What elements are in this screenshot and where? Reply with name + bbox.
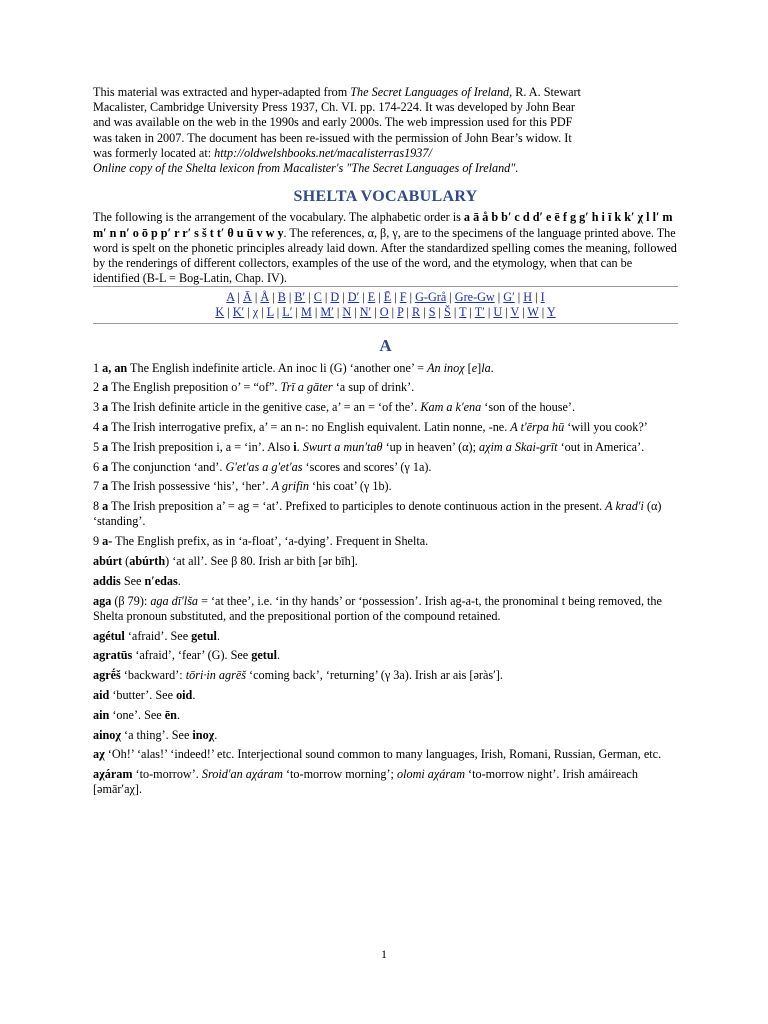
alphabet-link[interactable]: R — [412, 305, 421, 320]
nav-separator: | — [391, 290, 400, 305]
entry-headword: n′edas — [144, 573, 178, 588]
entry-text: 5 — [93, 439, 103, 454]
source-note-text: This material was extracted and hyper-adapted from — [93, 85, 351, 99]
alphabet-link[interactable]: χ — [252, 305, 259, 320]
vocabulary-entry — [93, 708, 678, 723]
entry-headword: aga — [93, 593, 112, 608]
entry-headword: aid — [93, 688, 110, 702]
entry-text: = ‘at thee’, i.e. ‘in thy hands’ or ‘possession’. Irish ag-a-t, the pronominal t being removed, the Shelta pronoun substituted, and the prepositional portion of the compound retained. — [93, 593, 662, 623]
alphabet-link[interactable]: A — [226, 290, 235, 305]
alphabet-link[interactable]: T — [459, 305, 467, 320]
nav-separator: | — [333, 305, 343, 320]
vocabulary-entry — [93, 400, 678, 415]
entry-example: aga dī′lša — [150, 593, 199, 608]
vocabulary-entry — [93, 534, 678, 549]
entry-example: G′et′as a g′et′as — [225, 459, 303, 474]
entry-text: . — [177, 573, 181, 588]
alphabet-link[interactable]: G-Grå — [415, 290, 447, 305]
entry-headword: a — [102, 420, 109, 435]
entry-text: . — [216, 628, 220, 643]
entry-headword: addis — [93, 573, 121, 588]
entry-text: The Irish definite article in the genitive case, a’ = an = ‘of the’. — [108, 400, 421, 415]
alphabet-link[interactable]: S — [428, 305, 436, 320]
entry-text: ‘out in America’. — [557, 439, 645, 454]
alphabet-order-part-2: h i ī k k′ χ l l′ m m′ n n′ o ō p p′ r r′ s š t t′ θ u ū v w y — [93, 210, 673, 240]
entry-text: 9 — [93, 534, 103, 549]
entry-headword: i — [293, 439, 297, 454]
nav-separator: | — [371, 305, 380, 320]
entry-headword: a- — [102, 534, 113, 549]
source-note-line — [93, 100, 678, 115]
entry-text: (α) ‘standing’. — [93, 499, 662, 529]
vocabulary-entry — [93, 554, 678, 569]
entry-headword: a, an — [102, 360, 128, 375]
alphabet-link[interactable]: W — [527, 305, 539, 320]
alphabet-link[interactable]: U — [493, 305, 503, 320]
nav-separator: | — [292, 305, 301, 320]
alphabet-link[interactable]: L′ — [282, 305, 293, 320]
entry-text: ‘scores and scores’ (γ 1a). — [302, 459, 432, 474]
nav-separator: | — [273, 305, 283, 320]
entry-headword: agrḗš — [93, 668, 121, 683]
source-note — [93, 85, 678, 176]
page-title: SHELTA VOCABULARY — [293, 188, 478, 206]
entry-text: . — [176, 707, 180, 722]
alphabet-link[interactable]: L — [266, 305, 274, 320]
entry-text: ‘a sup of drink’. — [332, 380, 415, 395]
nav-separator: | — [466, 305, 475, 320]
alphabet-link[interactable]: K — [215, 305, 225, 320]
alphabet-link[interactable]: N — [342, 305, 352, 320]
entry-example: Sroid′an aχáram — [201, 767, 283, 782]
nav-separator: | — [446, 290, 455, 305]
vocabulary-entry — [93, 460, 678, 475]
alphabet-link[interactable]: E — [367, 290, 376, 305]
entry-text: The Irish preposition i, a = ‘in’. Also — [108, 439, 294, 454]
nav-separator: | — [285, 290, 295, 305]
entry-text: ‘to-morrow night’. Irish amáireach [əmār′aχ]. — [93, 767, 638, 797]
entry-headword: inoχ — [192, 727, 215, 742]
alphabet-link[interactable]: C — [313, 290, 322, 305]
source-note-text: , R. A. Stewart — [509, 85, 581, 99]
entry-headword: abúrt — [93, 554, 123, 569]
alphabet-link[interactable]: P — [397, 305, 404, 320]
entry-text: ) ‘at all’. See β 80. Irish ar bith [ər bīh]. — [165, 554, 358, 569]
alphabet-link[interactable]: B — [277, 290, 286, 305]
source-note-text: Macalister, Cambridge University Press 1937, Ch. VI. pp. 174-224. It was developed by John Bear — [93, 100, 575, 115]
entry-example: aχim a Skai-grīt — [479, 439, 558, 454]
alphabet-link[interactable]: F — [399, 290, 407, 305]
entry-text: ‘a thing’. See — [120, 727, 193, 742]
entry-headword: ainoχ — [93, 727, 121, 742]
alphabet-link[interactable]: Š — [444, 305, 451, 320]
vocabulary-entry — [93, 767, 678, 797]
entry-headword: aχ — [93, 747, 105, 762]
alphabet-link[interactable]: D′ — [347, 290, 360, 305]
entry-example: A t′ērpa hū — [510, 420, 565, 435]
entry-headword: getul — [191, 628, 217, 643]
source-note-line — [93, 115, 678, 130]
entry-text: ‘afraid’. See — [124, 628, 192, 643]
entry-headword: aχáram — [93, 767, 133, 782]
nav-separator: | — [339, 290, 348, 305]
alphabet-link[interactable]: Y — [546, 305, 556, 320]
entry-headword: a — [102, 380, 109, 395]
nav-separator: | — [244, 305, 253, 320]
entry-text: ‘one’. See — [109, 707, 165, 722]
entry-text: The English indefinite article. An inoc li (G) ‘another one’ = — [127, 360, 428, 375]
page-number: 1 — [381, 947, 387, 961]
alphabet-link[interactable]: I — [540, 290, 545, 305]
entry-text: . — [192, 688, 196, 702]
entry-text: 1 — [93, 360, 103, 375]
vocabulary-entry — [93, 479, 678, 494]
nav-separator: | — [450, 305, 460, 320]
entry-example: Kam a k′ena — [420, 400, 482, 415]
nav-separator: | — [224, 305, 233, 320]
source-book-title: The Secret Languages of Ireland — [350, 85, 510, 99]
source-note-line — [93, 131, 678, 146]
entry-headword: ēn — [164, 707, 177, 722]
nav-separator: | — [502, 305, 511, 320]
source-note-line — [93, 85, 678, 100]
nav-separator: | — [269, 290, 278, 305]
nav-separator: | — [514, 290, 524, 305]
alphabet-nav-row-2 — [93, 305, 678, 320]
entry-text: . — [277, 648, 281, 663]
alphabet-link[interactable]: K′ — [232, 305, 245, 320]
vocabulary-entry — [93, 629, 678, 644]
entry-example: tōri·in agrēš — [185, 668, 246, 683]
nav-separator: | — [406, 290, 416, 305]
entry-text: The Irish interrogative prefix, a’ = an n-: no English equivalent. Latin nonne, -ne. — [108, 420, 511, 435]
entry-example: e — [471, 360, 478, 375]
entry-example: Swurt a mun′taθ — [302, 439, 383, 454]
alphabet-link[interactable]: Ā — [242, 290, 252, 305]
alphabet-link[interactable]: O — [379, 305, 389, 320]
vocabulary-entry — [93, 361, 678, 376]
entry-headword: a — [102, 400, 109, 415]
entry-text: The conjunction ‘and’. — [108, 459, 226, 474]
entry-text: 6 — [93, 459, 103, 474]
entry-headword: agratūs — [93, 648, 133, 663]
entry-text: 4 — [93, 420, 103, 435]
entry-text: 2 — [93, 380, 103, 395]
nav-separator: | — [532, 290, 541, 305]
entry-example: Trī a gāter — [280, 380, 333, 395]
entry-text: The Irish preposition a’ = ag = ‘at’. Prefixed to participles to denote continuous action in the present. — [108, 499, 606, 514]
entry-text: ‘Oh!’ ‘alas!’ ‘indeed!’ etc. Interjectional sound common to many languages, Irish, Romani, Russian, German, etc. — [104, 747, 662, 762]
entry-headword: a — [102, 479, 109, 494]
alphabet-link[interactable]: M — [300, 305, 312, 320]
entry-text: . — [490, 360, 494, 375]
entry-headword: getul — [251, 648, 277, 663]
entry-example: olomi aχáram — [397, 767, 465, 782]
entry-headword: a — [102, 439, 109, 454]
alphabet-link[interactable]: Ē — [383, 290, 392, 305]
entry-text: ‘up in heaven’ (α); — [382, 439, 480, 454]
vocabulary-entry — [93, 499, 678, 529]
entry-text: ‘afraid’, ‘fear’ (G). See — [132, 648, 252, 663]
nav-separator: | — [435, 305, 445, 320]
entry-text: 8 — [93, 499, 103, 514]
entry-headword: a — [102, 459, 109, 474]
entry-text: . — [214, 727, 218, 742]
entry-text: The English preposition o’ = “of”. — [108, 380, 281, 395]
source-note-text: and was available on the web in the 1990s and early 2000s. The web impression used for this PDF — [93, 115, 573, 130]
entry-text: ‘to-morrow morning’; — [282, 767, 397, 782]
vocabulary-entry — [93, 594, 678, 624]
nav-separator: | — [305, 290, 314, 305]
nav-separator: | — [321, 290, 331, 305]
vocabulary-entry — [93, 728, 678, 743]
entry-text: ‘his coat’ (γ 1b). — [308, 479, 392, 494]
vocabulary-entry — [93, 688, 678, 703]
alphabet-link[interactable]: M′ — [320, 305, 334, 320]
entry-text: See — [120, 573, 145, 588]
entry-headword: oid — [176, 688, 193, 702]
alphabet-link[interactable]: V — [510, 305, 520, 320]
nav-separator: | — [234, 290, 243, 305]
entry-headword: agétul — [93, 628, 125, 643]
nav-separator: | — [420, 305, 429, 320]
alphabet-link[interactable]: G′ — [503, 290, 515, 305]
source-url: http://oldwelshbooks.net/macalisterras1937/ — [214, 145, 432, 160]
nav-separator: | — [375, 290, 384, 305]
nav-separator: | — [311, 305, 321, 320]
vocabulary-entry — [93, 668, 678, 683]
source-note-line — [93, 146, 678, 161]
document-page — [93, 85, 678, 802]
entry-text: 7 — [93, 479, 103, 494]
vocabulary-entry — [93, 380, 678, 395]
entry-text: . — [296, 439, 303, 454]
vocabulary-introduction — [93, 210, 678, 286]
entry-text: ‘butter’. See — [109, 688, 177, 702]
entry-example: A krad′i — [605, 499, 644, 514]
alphabet-order-part-1: a ā å b b′ c d d′ e ē f g g′ — [463, 210, 589, 225]
nav-separator: | — [258, 305, 267, 320]
vocabulary-entry — [93, 420, 678, 435]
entry-text: The Irish possessive ‘his’, ‘her’. — [108, 479, 272, 494]
source-note-text: was taken in 2007. The document has been re-issued with the permission of John Bear’s widow. It — [93, 130, 572, 145]
entry-example: la — [481, 360, 491, 375]
alphabet-link[interactable]: H — [523, 290, 533, 305]
entry-text: [ — [464, 360, 472, 375]
entry-text: ] — [477, 360, 482, 375]
alphabet-link[interactable]: T′ — [474, 305, 485, 320]
nav-separator: | — [251, 290, 261, 305]
nav-separator: | — [403, 305, 412, 320]
nav-separator: | — [494, 290, 504, 305]
entry-text: The English prefix, as in ‘a-float’, ‘a-dying’. Frequent in Shelta. — [112, 534, 429, 549]
entry-text: ‘coming back’, ‘returning’ (γ 3a). Irish ar ais [əràs′]. — [245, 668, 503, 683]
entry-text: 3 — [93, 400, 103, 415]
alphabet-navigation — [93, 287, 678, 323]
alphabet-link[interactable]: Å — [260, 290, 270, 305]
entry-text: ‘will you cook?’ — [564, 420, 648, 435]
alphabet-link[interactable]: Gre-Gw — [454, 290, 495, 305]
entry-example: A grifin — [271, 479, 309, 494]
entry-text: (β 79): — [111, 593, 151, 608]
nav-separator: | — [538, 305, 547, 320]
vocabulary-entry — [93, 574, 678, 589]
nav-separator: | — [359, 290, 368, 305]
entry-example: An inoχ — [427, 360, 465, 375]
intro-text: The following is the arrangement of the vocabulary. The alphabetic order is — [93, 210, 464, 225]
vocabulary-entries — [93, 361, 678, 798]
entry-text: ‘to-morrow’. — [132, 767, 202, 782]
online-copy-note: Online copy of the Shelta lexicon from Macalister's "The Secret Languages of Ireland". — [93, 161, 519, 176]
alphabet-link[interactable]: N′ — [359, 305, 372, 320]
entry-text: ‘backward’: — [120, 668, 186, 683]
entry-text: ‘son of the house’. — [481, 400, 575, 415]
divider-bottom — [93, 323, 678, 324]
vocabulary-entry — [93, 440, 678, 455]
section-letter-heading: A — [379, 336, 392, 356]
nav-separator: | — [484, 305, 494, 320]
source-note-text: was formerly located at: — [93, 145, 215, 160]
entry-headword: abúrth — [129, 554, 166, 569]
alphabet-link[interactable]: D — [330, 290, 340, 305]
nav-separator: | — [388, 305, 398, 320]
alphabet-link[interactable]: B′ — [294, 290, 306, 305]
entry-text: ( — [122, 554, 130, 569]
nav-separator: | — [519, 305, 528, 320]
nav-separator: | — [351, 305, 360, 320]
alphabet-nav-row-1 — [93, 290, 678, 305]
intro-text-continued: . The references, α, β, γ, are to the specimens of the language printed above. The word is spelt on the phonetic principles already laid down. After the standardized spelling comes the meaning, followed by the renderings of different collectors, examples of the use of the word, and the etymology, when that can be identified (B-L = Bog-Latin, Chap. IV). — [93, 225, 677, 286]
vocabulary-entry — [93, 648, 678, 663]
entry-headword: ain — [93, 707, 110, 722]
vocabulary-entry — [93, 747, 678, 762]
entry-headword: a — [102, 499, 109, 514]
